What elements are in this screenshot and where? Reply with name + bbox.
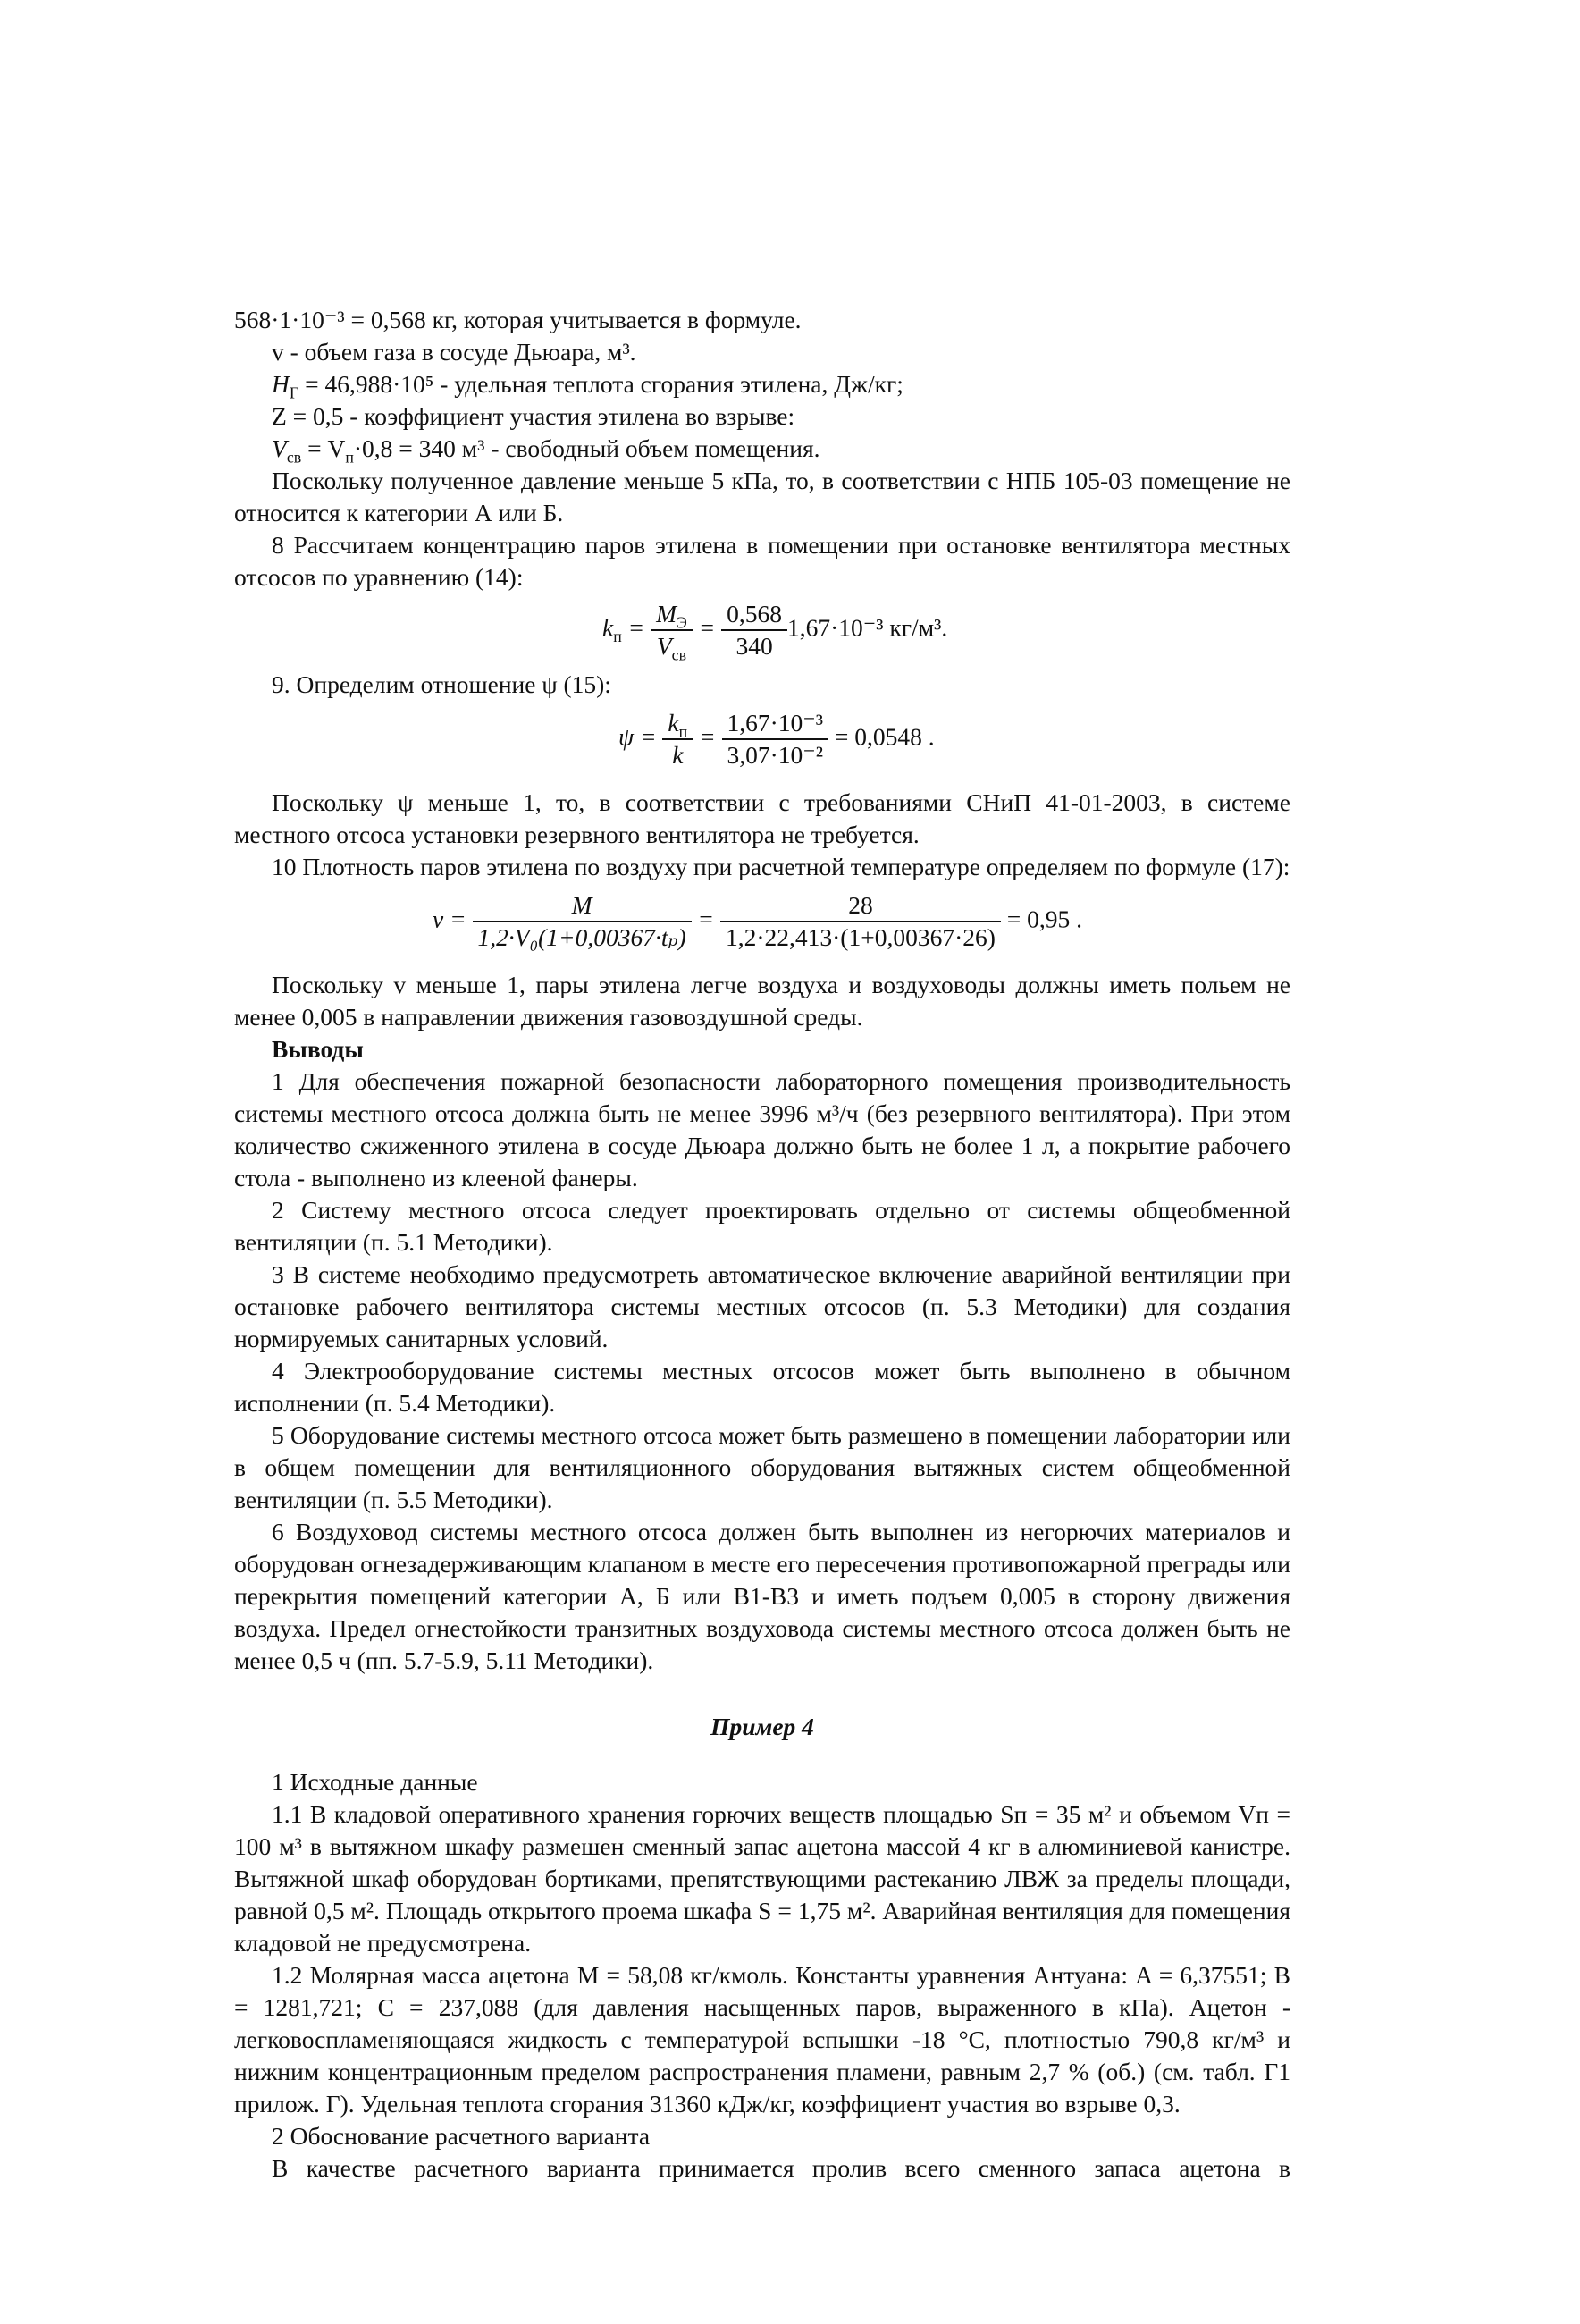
fraction <box>721 599 787 661</box>
formula-sub: св <box>671 645 687 664</box>
formula-lhs: ψ <box>618 722 635 751</box>
fraction <box>722 708 829 770</box>
fraction-denominator: 3,07·10⁻² <box>727 741 824 769</box>
fraction-denominator <box>651 631 693 664</box>
formula-lhs: v <box>433 905 444 933</box>
paragraph: 8 Рассчитаем концентрацию паров этилена в помещении при остановке вентилятора местных отсосов по уравнению (14): <box>234 531 1290 591</box>
fraction-denominator: 340 <box>735 632 773 660</box>
fraction-denominator: 1,2·V₀(1+0,00367·tₚ) <box>477 923 686 951</box>
paragraph: 1.2 Молярная масса ацетона M = 58,08 кг/кмоль. Константы уравнения Антуана: A = 6,37551; B = 1281,721; C = 237,088 (для давления насыщенных паров, выраженного в кПа). Ацетон - легковоспламеняющаяся жидкость с температурой вспышки -18 °С, плотностью 790,8 кг/м³ и нижним концентрационным пределом распространения пламени, равным 2,7 % (об.) (см. табл. Г1 прилож. Г). Удельная теплота сгорания 31360 кДж/кг, коэффициент участия во взрыве 0,3. <box>234 1961 1290 2118</box>
fraction-numerator <box>651 599 693 631</box>
fraction-numerator: 28 <box>720 890 1001 922</box>
formula-symbol: k <box>668 709 679 737</box>
text-fragment: = V <box>301 434 346 462</box>
text-line: 9. Определим отношение ψ (15): <box>272 670 611 698</box>
fraction <box>473 890 692 953</box>
fraction-numerator: 0,568 <box>721 599 787 631</box>
paragraph: Поскольку v меньше 1, пары этилена легче воздуха и воздуховоды должны иметь польем не менее 0,005 в направлении движения газовоздушной среды. <box>234 971 1290 1031</box>
section-heading: 2 Обоснование расчетного варианта <box>272 2122 651 2150</box>
text-line: $H_Г = 46,988\cdot 10^5$ - удельная теплота сгорания этилена, Дж/кг; <box>272 370 903 402</box>
paragraph: 10 Плотность паров этилена по воздуху при расчетной температуре определяем по формуле (17): <box>272 853 1290 880</box>
paragraph: В качестве расчетного варианта принимается пролив всего сменного запаса ацетона в <box>272 2154 1290 2182</box>
text-fragment: = 46,988·10⁵ - удельная теплота сгорания этилена, Дж/кг; <box>298 370 903 398</box>
paragraph: Поскольку ψ меньше 1, то, в соответствии с требованиями СНиП 41-01-2003, в системе местного отсоса установки резервного вентилятора не требуется. <box>234 788 1290 848</box>
formula-psi: ψ = $\frac{k_п}{k}$ = $\frac{\text{1,67·10⁻³}}{\text{3,07·10⁻²}}$ = 0,0548 . <box>618 709 935 769</box>
formula-v: v = $\frac{M}{\text{1,2·V₀(1+0,00367·tₚ)}}$ = $\frac{28}{1,2\cdot 22,413\cdot(1+0,00367\cdot 26)}$ = 0,95 . <box>433 891 1083 951</box>
formula-symbol: V <box>656 632 672 660</box>
text-line: Z = 0,5 - коэффициент участия этилена во взрыве: <box>272 402 795 430</box>
fraction-numerator <box>662 708 693 740</box>
fraction <box>662 708 693 770</box>
conclusion-item: 3 В системе необходимо предусмотреть автоматическое включение аварийной вентиляции при остановке рабочего вентилятора системы местных отсосов (п. 5.3 Методики) для создания нормируемых санитарных условий. <box>234 1260 1290 1352</box>
conclusions-heading: Выводы <box>272 1035 364 1063</box>
formula-tail: 1,67·10⁻³ кг/м³. <box>787 613 948 642</box>
fraction-numerator: 1,67·10⁻³ <box>722 708 829 740</box>
conclusion-item: 1 Для обеспечения пожарной безопасности лабораторного помещения производительность системы местного отсоса должна быть не менее 3996 м³/ч (без резервного вентилятора). При этом количество сжиженного этилена в сосуде Дьюара должно быть не более 1 л, а покрытие рабочего стола - выполнено из клееной фанеры. <box>234 1067 1290 1191</box>
fraction <box>651 599 693 664</box>
conclusion-item: 5 Оборудование системы местного отсоса может быть размешено в помещении лаборатории или в общем помещении для вентиляционного оборудования вытяжных систем общеобменной вентиляции (п. 5.5 Методики). <box>234 1421 1290 1513</box>
formula-sub: Э <box>677 613 687 632</box>
formula-tail: = 0,95 . <box>1006 905 1083 933</box>
section-heading: 1 Исходные данные <box>272 1768 478 1796</box>
formula-sub: п <box>678 722 688 741</box>
text-line: 568·1·10⁻³ = 0,568 кг, которая учитывается в формуле. <box>234 306 802 333</box>
fraction-numerator: M <box>473 890 692 922</box>
formula-lhs: k <box>602 613 614 642</box>
fraction-denominator: k <box>672 741 684 769</box>
text-fragment: ·0,8 = 340 м³ - свободный объем помещения. <box>353 434 820 462</box>
conclusion-item: 6 Воздуховод системы местного отсоса должен быть выполнен из негорючих материалов и оборудован огнезадерживающим клапаном в месте его пересечения противопожарной преграды или перекрытия помещений категории А, Б или В1-В3 и иметь подъем 0,005 в сторону движения воздуха. Предел огнестойкости транзитных воздуховода системы местного отсоса должен быть не менее 0,5 ч (пп. 5.7-5.9, 5.11 Методики). <box>234 1518 1290 1674</box>
symbol: H <box>272 370 290 398</box>
paragraph: Поскольку полученное давление меньше 5 кПа, то, в соответствии с НПБ 105-03 помещение не относится к категории А или Б. <box>234 467 1290 526</box>
text-line: v - объем газа в сосуде Дьюара, м³. <box>272 338 636 366</box>
document-page <box>234 304 1290 2185</box>
formula-tail: = 0,0548 . <box>834 722 935 751</box>
text-line: $V_{св} = V_п\cdot 0,8 = 340$ м³ - свободный объем помещения. <box>272 434 820 467</box>
paragraph: 1.1 В кладовой оперативного хранения горючих веществ площадью Sп = 35 м² и объемом Vп = 100 м³ в вытяжном шкафу размешен сменный запас ацетона массой 4 кг в алюминиевой канистре. Вытяжной шкаф оборудован бортиками, препятствующими растеканию ЛВЖ за пределы площади, равной 0,5 м². Площадь открытого проема шкафа S = 1,75 м². Аварийная вентиляция для помещения кладовой не предусмотрена. <box>234 1800 1290 1957</box>
formula-symbol: M <box>656 600 677 627</box>
fraction-denominator: 1,2·22,413·(1+0,00367·26) <box>725 923 996 951</box>
symbol: V <box>272 434 287 462</box>
conclusion-item: 4 Электрооборудование системы местных отсосов может быть выполнено в обычном исполнении (п. 5.4 Методики). <box>234 1357 1290 1417</box>
fraction <box>720 890 1001 953</box>
formula-sub: п <box>613 627 622 645</box>
conclusion-item: 2 Систему местного отсоса следует проектировать отдельно от системы общеобменной вентиляции (п. 5.1 Методики). <box>234 1196 1290 1256</box>
formula-kp: $k_п$ = $\frac{M_Э}{V_{св}}$ = $\frac{0,568}{340}$ 1,67·10⁻³ кг/м³. <box>602 600 948 664</box>
example-title: Пример 4 <box>710 1713 814 1740</box>
